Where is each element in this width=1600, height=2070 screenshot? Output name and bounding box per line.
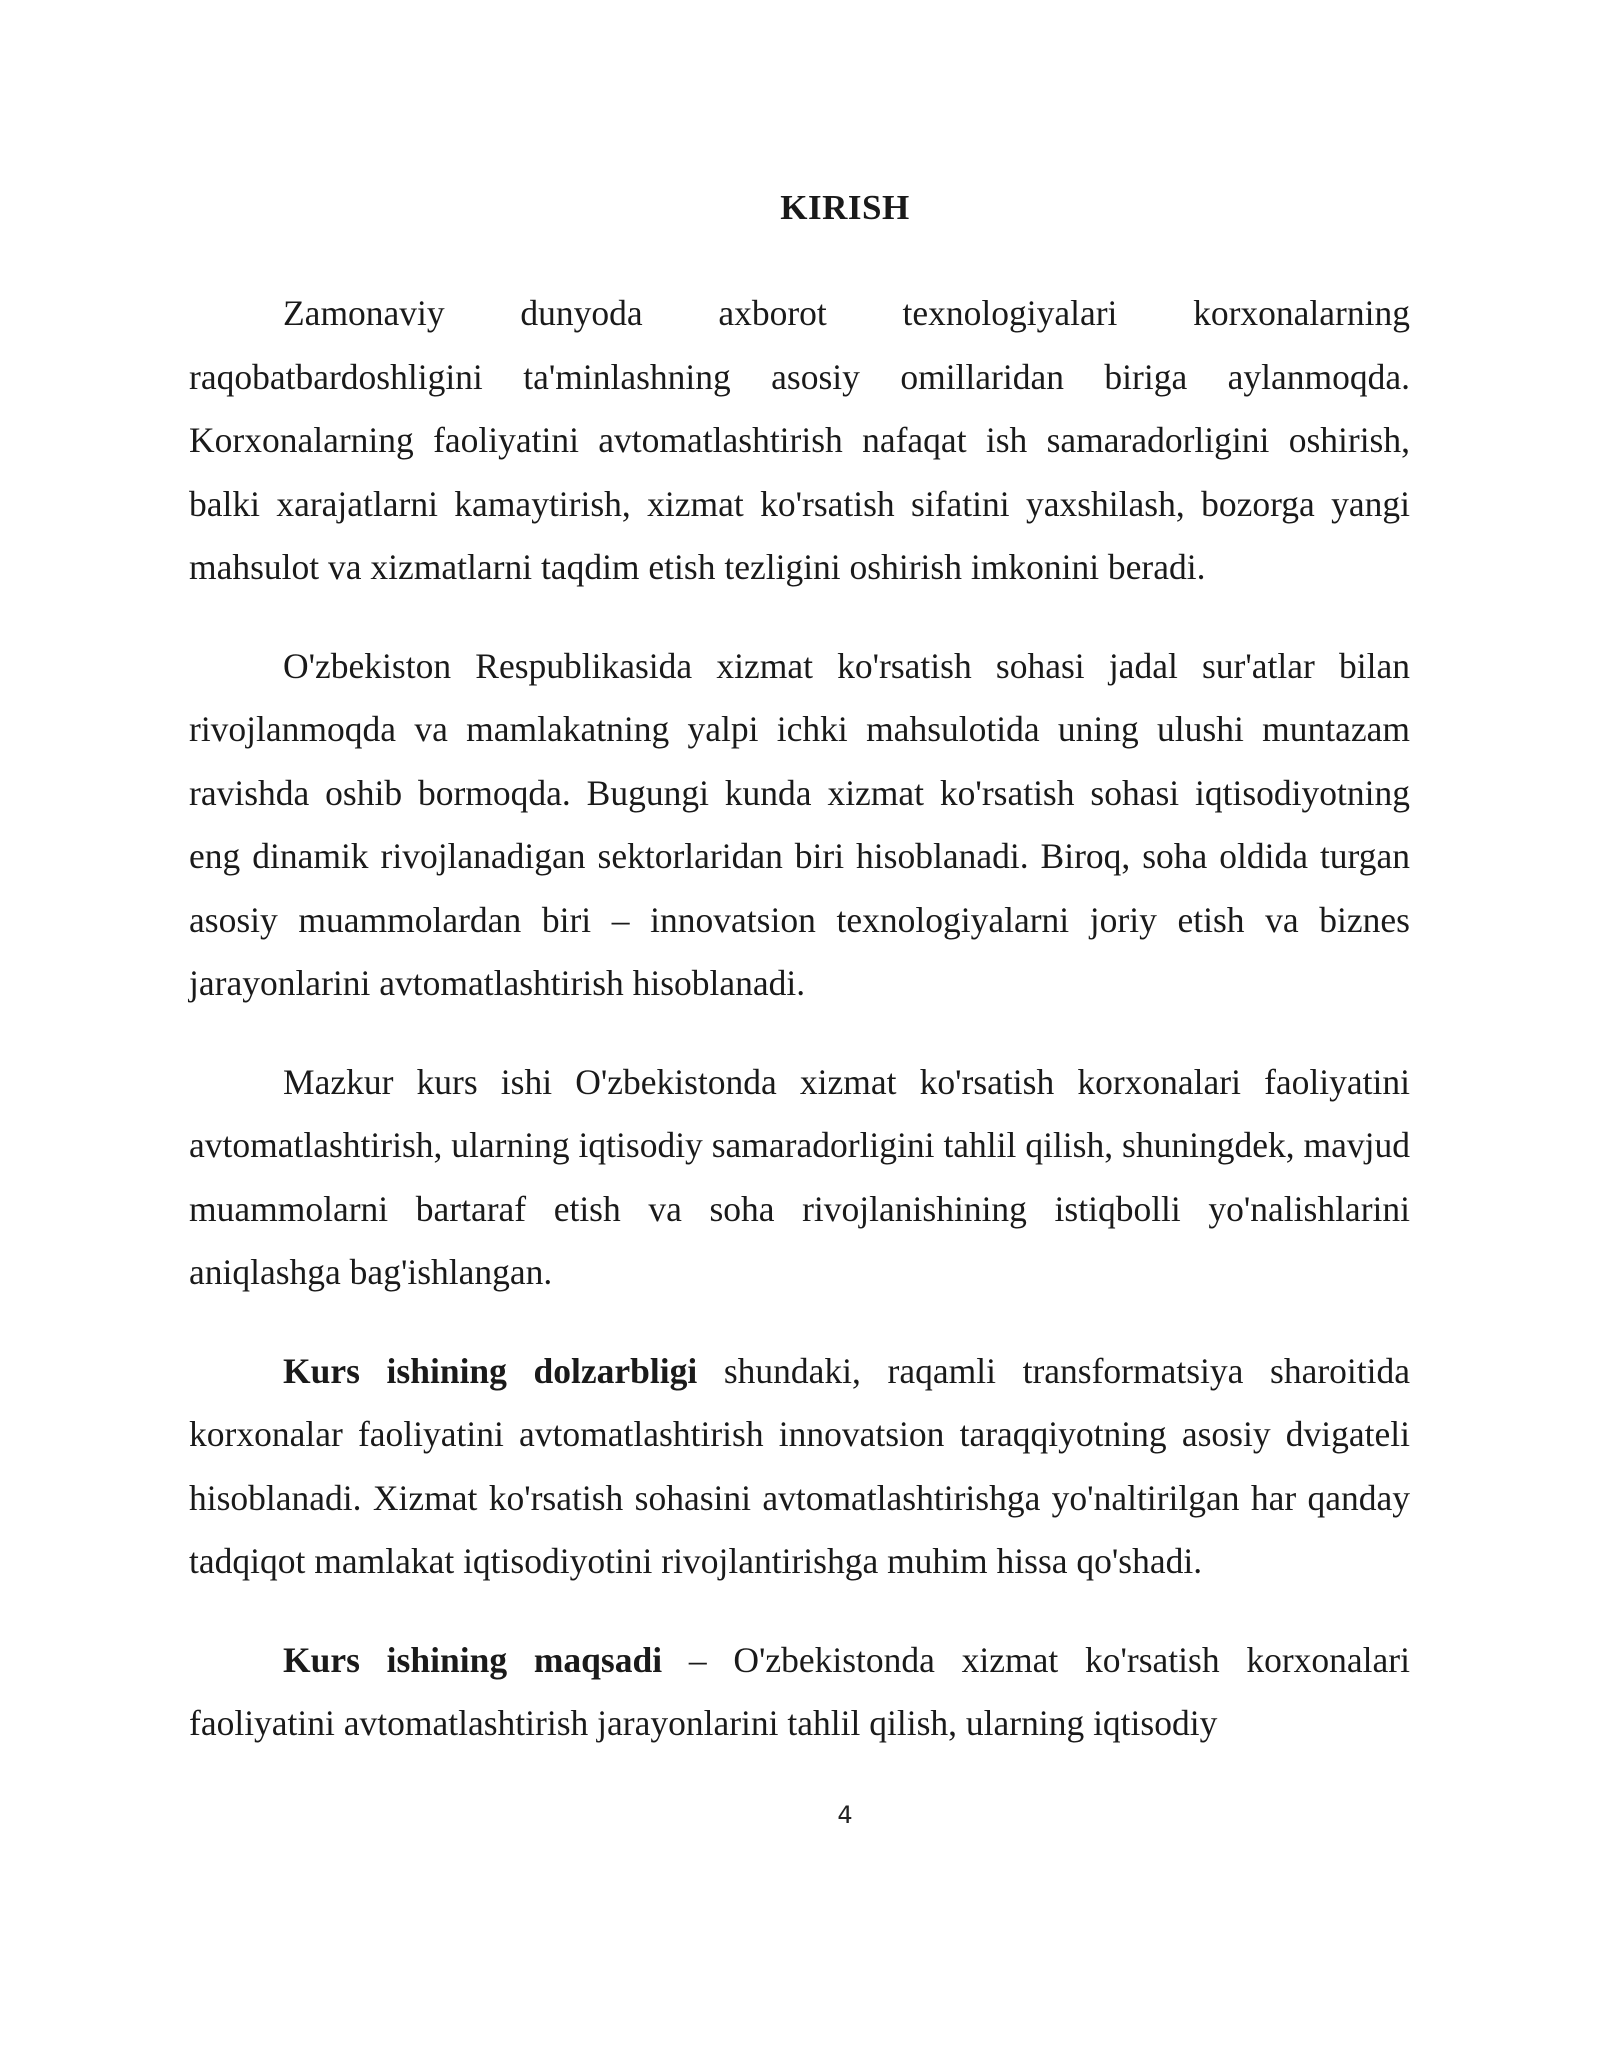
- paragraph-text: shundaki, raqamli transformatsiya sharoitida korxonalar faoliyatini avtomatlashtirish innovatsion taraqqiyotning asosiy dvigateli hisoblanadi. Xizmat ko'rsatish sohasini avtomatlashtirishga yo'naltirilgan har qanday tadqiqot mamlakat iqtisodiyotini rivojlantirishga muhim hissa qo'shadi.: [189, 1350, 1410, 1581]
- paragraph-text: Mazkur kurs ishi O'zbekistonda xizmat ko'rsatish korxonalari faoliyatini avtomatlashtirish, ularning iqtisodiy samaradorligini tahlil qilish, shuningdek, mavjud muammolarni bartaraf etish va soha rivojlanishining istiqbolli yo'nalishlarini aniqlashga bag'ishlangan.: [189, 1061, 1410, 1292]
- paragraph-lead: Kurs ishining dolzarbligi: [283, 1350, 698, 1391]
- paragraph-purpose-of-work: [189, 1051, 1410, 1305]
- page-number: 4: [837, 1801, 853, 1829]
- paragraph-text: Zamonaviy dunyoda axborot texnologiyalari korxonalarning raqobatbardoshligini ta'minlashning asosiy omillaridan biriga aylanmoqda. Korxonalarning faoliyatini avtomatlashtirish nafaqat ish samaradorligini oshirish, balki xarajatlarni kamaytirish, xizmat ko'rsatish sifatini yaxshilash, bozorga yangi mahsulot va xizmatlarni taqdim etish tezligini oshirish imkonini beradi.: [189, 293, 1410, 587]
- paragraph-lead: Kurs ishining maqsadi: [283, 1639, 663, 1680]
- paragraph-republic: [189, 635, 1410, 1016]
- paragraph-text: – O'zbekistonda xizmat ko'rsatish korxonalari faoliyatini avtomatlashtirish jarayonlarini tahlil qilish, ularning iqtisodiy: [189, 1639, 1410, 1743]
- paragraph-goal: [189, 1629, 1410, 1756]
- paragraph-relevance: [189, 1340, 1410, 1594]
- paragraph-intro: [189, 282, 1410, 600]
- body-text: [189, 282, 1410, 1791]
- paragraph-text: O'zbekiston Respublikasida xizmat ko'rsatish sohasi jadal sur'atlar bilan rivojlanmoqda va mamlakatning yalpi ichki mahsulotida uning ulushi muntazam ravishda oshib bormoqda. Bugungi kunda xizmat ko'rsatish sohasi iqtisodiyotning eng dinamik rivojlanadigan sektorlaridan biri hisoblanadi. Biroq, soha oldida turgan asosiy muammolardan biri – innovatsion texnologiyalarni joriy etish va biznes jarayonlarini avtomatlashtirish hisoblanadi.: [189, 645, 1410, 1003]
- page-title: KIRISH: [780, 188, 910, 227]
